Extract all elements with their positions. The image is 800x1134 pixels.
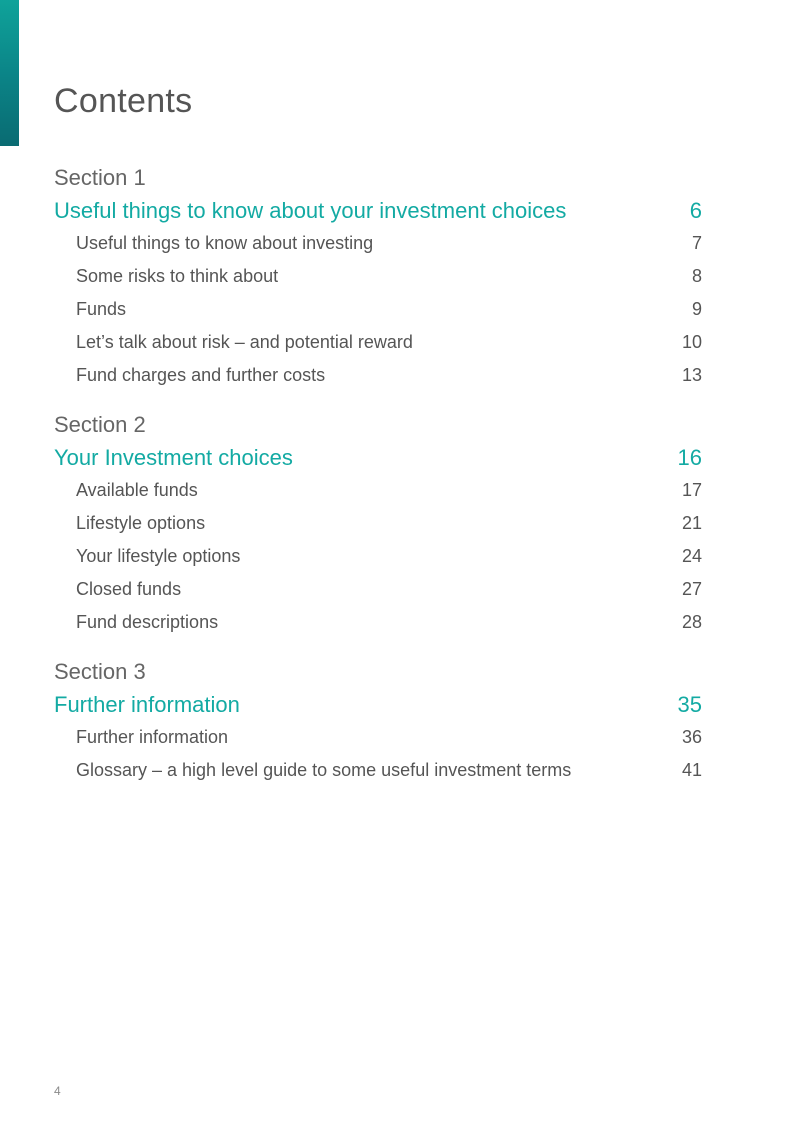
toc-entry[interactable] <box>54 507 702 540</box>
toc-entry[interactable] <box>54 359 702 392</box>
section-label: Section 2 <box>54 412 146 437</box>
toc-heading-title: Useful things to know about your investment choices <box>54 197 567 223</box>
toc-entry-page: 7 <box>691 233 702 253</box>
toc-entry-title: Let’s talk about risk – and potential reward <box>76 332 413 352</box>
toc-entry-page: 24 <box>681 546 702 566</box>
toc-section-3 <box>54 656 702 787</box>
toc-entry-page: 36 <box>681 727 702 747</box>
section-label: Section 3 <box>54 659 146 684</box>
toc-entry-title: Available funds <box>76 480 198 500</box>
toc-entry-title: Closed funds <box>76 579 182 599</box>
toc-entry-page: 13 <box>681 365 702 385</box>
toc-entry-page: 28 <box>681 612 702 632</box>
toc-entry[interactable] <box>54 326 702 359</box>
page-number: 4 <box>54 1084 61 1098</box>
toc-entry[interactable] <box>54 227 702 260</box>
toc-heading-title: Your Investment choices <box>54 444 293 470</box>
toc-entry-page: 9 <box>691 299 702 319</box>
toc-entry-title: Some risks to think about <box>76 266 279 286</box>
toc-entry-page: 17 <box>681 480 702 500</box>
toc-entry-title: Funds <box>76 299 127 319</box>
toc-heading-title: Further information <box>54 691 240 717</box>
toc-heading-page: 16 <box>677 444 702 470</box>
toc-section-2 <box>54 409 702 639</box>
toc-entry[interactable] <box>54 540 702 573</box>
toc-entry-page: 41 <box>681 760 702 780</box>
toc-entry-page: 8 <box>691 266 702 286</box>
toc-entry[interactable] <box>54 474 702 507</box>
toc-entry-title: Fund charges and further costs <box>76 365 326 385</box>
toc-entry-title: Lifestyle options <box>76 513 206 533</box>
toc-entry-title: Your lifestyle options <box>76 546 241 566</box>
toc-entry-page: 27 <box>681 579 702 599</box>
toc-entry[interactable] <box>54 606 702 639</box>
toc-entry-page: 10 <box>681 332 702 352</box>
accent-bar <box>0 0 19 146</box>
toc-entry[interactable] <box>54 293 702 326</box>
toc-heading-link[interactable] <box>54 688 702 721</box>
toc-heading-link[interactable] <box>54 441 702 474</box>
toc-heading-link[interactable] <box>54 194 702 227</box>
toc-entry-title: Fund descriptions <box>76 612 219 632</box>
toc-section-1 <box>54 162 702 392</box>
toc-entry-page: 21 <box>681 513 702 533</box>
page-title: Contents <box>54 81 193 120</box>
toc-entry-title: Further information <box>76 727 229 747</box>
table-of-contents <box>54 162 702 804</box>
toc-entry[interactable] <box>54 754 702 787</box>
toc-entry[interactable] <box>54 260 702 293</box>
toc-entry-title: Glossary – a high level guide to some useful investment terms <box>76 760 572 780</box>
toc-entry-title: Useful things to know about investing <box>76 233 374 253</box>
toc-entry[interactable] <box>54 721 702 754</box>
toc-heading-page: 6 <box>689 197 702 223</box>
toc-heading-page: 35 <box>677 691 702 717</box>
section-label: Section 1 <box>54 165 146 190</box>
toc-entry[interactable] <box>54 573 702 606</box>
